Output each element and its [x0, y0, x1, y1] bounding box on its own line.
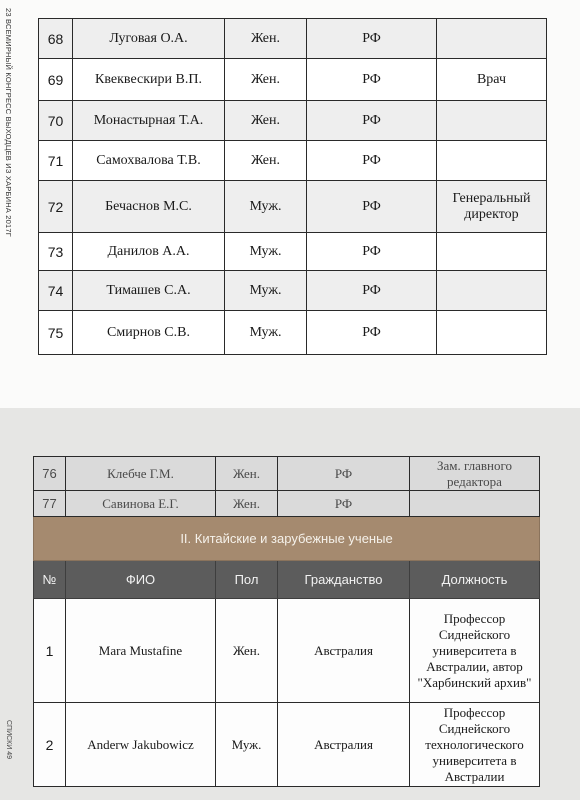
row-position: Генеральный директор [437, 181, 547, 233]
table-row [34, 491, 540, 517]
row-position: Зам. главного редактора [410, 457, 540, 491]
table-row [39, 101, 547, 141]
row-fio: Смирнов С.В. [73, 311, 225, 355]
row-fio: Луговая О.А. [73, 19, 225, 59]
spine-footer-text: СПИСКИ 49 [5, 720, 12, 760]
row-citizenship: РФ [307, 59, 437, 101]
header-num: № [34, 561, 66, 599]
table-row [39, 181, 547, 233]
row-number: 74 [39, 271, 73, 311]
table-row [39, 141, 547, 181]
row-number: 71 [39, 141, 73, 181]
row-position: Врач [437, 59, 547, 101]
row-gender: Жен. [216, 599, 278, 703]
row-fio: Mara Mustafine [66, 599, 216, 703]
row-citizenship: Австралия [278, 703, 410, 787]
row-citizenship: РФ [307, 311, 437, 355]
table-row [39, 233, 547, 271]
row-citizenship: Австралия [278, 599, 410, 703]
table-row [34, 599, 540, 703]
row-gender: Муж. [225, 311, 307, 355]
row-gender: Муж. [216, 703, 278, 787]
row-position [437, 101, 547, 141]
row-fio: Савинова Е.Г. [66, 491, 216, 517]
header-fio: ФИО [66, 561, 216, 599]
participants-table-bottom [33, 456, 540, 787]
row-fio: Монастырная Т.А. [73, 101, 225, 141]
row-number: 73 [39, 233, 73, 271]
table-row [34, 703, 540, 787]
section-header-row [34, 517, 540, 561]
section-title: II. Китайские и зарубежные ученые [34, 517, 540, 561]
row-number: 69 [39, 59, 73, 101]
row-position: Профессор Сиднейского технологического университета в Австралии [410, 703, 540, 787]
row-fio: Самохвалова Т.В. [73, 141, 225, 181]
row-citizenship: РФ [278, 457, 410, 491]
row-number: 76 [34, 457, 66, 491]
row-position [437, 271, 547, 311]
table-row [39, 19, 547, 59]
row-citizenship: РФ [307, 271, 437, 311]
row-gender: Жен. [225, 59, 307, 101]
row-position [437, 19, 547, 59]
row-citizenship: РФ [307, 19, 437, 59]
row-position: Профессор Сиднейского университета в Австралии, автор "Харбинский архив" [410, 599, 540, 703]
row-citizenship: РФ [307, 233, 437, 271]
row-position [410, 491, 540, 517]
row-number: 1 [34, 599, 66, 703]
spine-header-text: 23 ВСЕМИРНЫЙ КОНГРЕСС ВЫХОДЦЕВ ИЗ ХАРБИНА 2017Г [4, 8, 13, 238]
row-fio: Бечаснов М.С. [73, 181, 225, 233]
row-position [437, 141, 547, 181]
row-citizenship: РФ [278, 491, 410, 517]
table-row [39, 271, 547, 311]
row-number: 72 [39, 181, 73, 233]
row-position [437, 311, 547, 355]
row-number: 68 [39, 19, 73, 59]
row-citizenship: РФ [307, 101, 437, 141]
row-citizenship: РФ [307, 181, 437, 233]
header-position: Должность [410, 561, 540, 599]
row-citizenship: РФ [307, 141, 437, 181]
header-gender: Пол [216, 561, 278, 599]
row-fio: Клебче Г.М. [66, 457, 216, 491]
row-gender: Муж. [225, 233, 307, 271]
row-gender: Жен. [225, 141, 307, 181]
table-row [39, 311, 547, 355]
row-number: 77 [34, 491, 66, 517]
row-fio: Anderw Jakubowicz [66, 703, 216, 787]
row-gender: Жен. [225, 19, 307, 59]
row-gender: Муж. [225, 271, 307, 311]
row-fio: Данилов А.А. [73, 233, 225, 271]
column-header-row [34, 561, 540, 599]
row-fio: Квеквескири В.П. [73, 59, 225, 101]
row-number: 75 [39, 311, 73, 355]
table-row [34, 457, 540, 491]
row-number: 70 [39, 101, 73, 141]
header-citizenship: Гражданство [278, 561, 410, 599]
participants-table-top [38, 18, 547, 355]
row-gender: Жен. [216, 491, 278, 517]
row-gender: Жен. [216, 457, 278, 491]
row-position [437, 233, 547, 271]
row-fio: Тимашев С.А. [73, 271, 225, 311]
table-row [39, 59, 547, 101]
row-number: 2 [34, 703, 66, 787]
row-gender: Жен. [225, 101, 307, 141]
row-gender: Муж. [225, 181, 307, 233]
